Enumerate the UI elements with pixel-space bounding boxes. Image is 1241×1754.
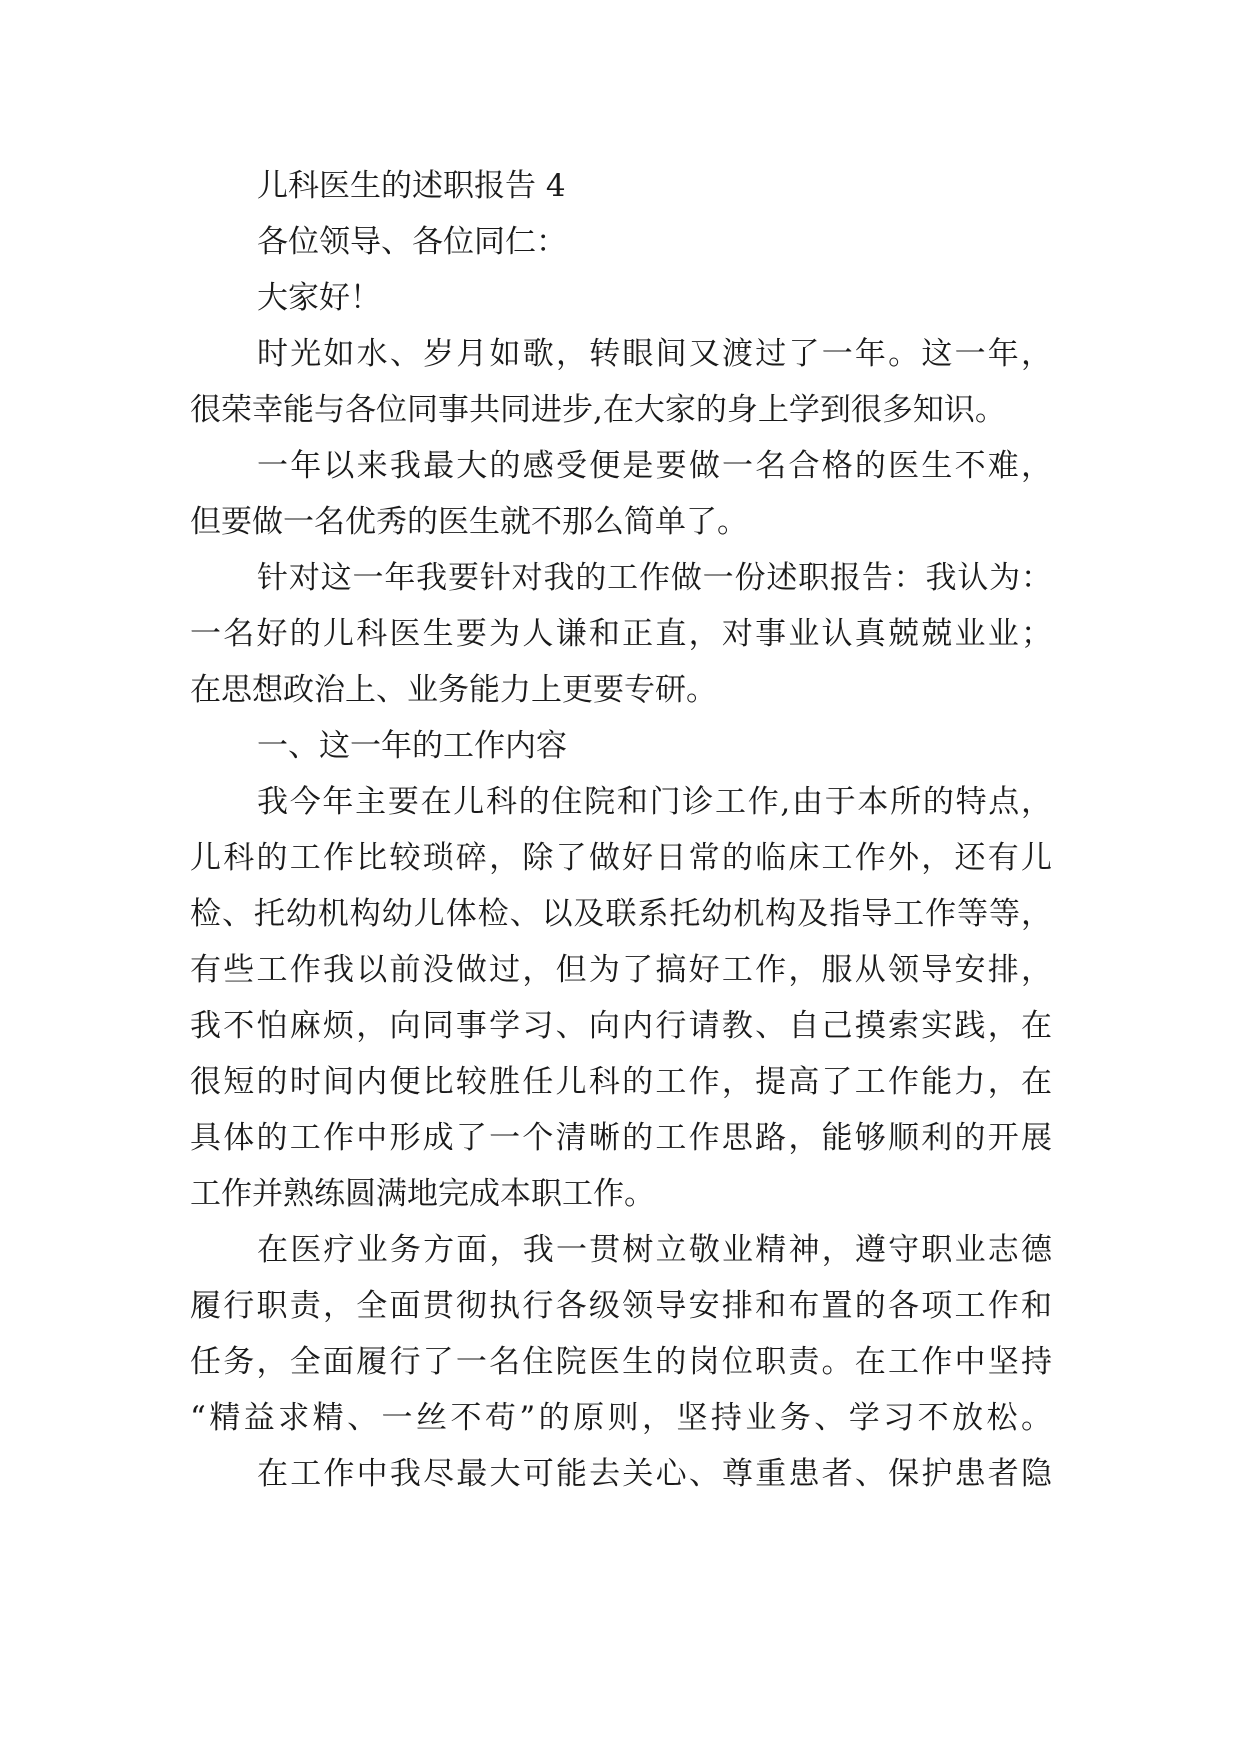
salutation: 各位领导、各位同仁： [257, 224, 567, 260]
body-line: 有些工作我以前没做过，但为了搞好工作，服从领导安排， [190, 952, 1052, 988]
body-line: 工作并熟练圆满地完成本职工作。 [190, 1176, 655, 1212]
section-heading: 一、这一年的工作内容 [257, 728, 567, 764]
body-line: 我不怕麻烦，向同事学习、向内行请教、自己摸索实践，在 [190, 1008, 1052, 1044]
body-line: 我今年主要在儿科的住院和门诊工作,由于本所的特点， [257, 784, 1052, 820]
body-line: 一年以来我最大的感受便是要做一名合格的医生不难， [257, 448, 1052, 484]
body-line: 履行职责，全面贯彻执行各级领导安排和布置的各项工作和 [190, 1288, 1052, 1324]
body-line: 儿科的工作比较琐碎，除了做好日常的临床工作外，还有儿 [190, 840, 1052, 876]
greeting: 大家好！ [257, 280, 381, 316]
body-line: 很短的时间内便比较胜任儿科的工作，提高了工作能力，在 [190, 1064, 1052, 1100]
body-line: 时光如水、岁月如歌，转眼间又渡过了一年。这一年， [257, 336, 1052, 372]
body-line: 一名好的儿科医生要为人谦和正直，对事业认真兢兢业业； [190, 616, 1052, 652]
body-line: 任务，全面履行了一名住院医生的岗位职责。在工作中坚持 [190, 1344, 1052, 1380]
body-line: 在医疗业务方面，我一贯树立敬业精神，遵守职业志德 [257, 1232, 1052, 1268]
body-line: 但要做一名优秀的医生就不那么简单了。 [190, 504, 748, 540]
body-line: 具体的工作中形成了一个清晰的工作思路，能够顺利的开展 [190, 1120, 1052, 1156]
body-line: 在工作中我尽最大可能去关心、尊重患者、保护患者隐 [257, 1456, 1052, 1492]
body-line: 针对这一年我要针对我的工作做一份述职报告：我认为： [257, 560, 1052, 596]
body-line: “精益求精、一丝不苟”的原则，坚持业务、学习不放松。 [190, 1400, 1052, 1436]
document-title: 儿科医生的述职报告 4 [257, 168, 566, 204]
body-line: 检、托幼机构幼儿体检、以及联系托幼机构及指导工作等等， [190, 896, 1052, 932]
body-line: 在思想政治上、业务能力上更要专研。 [190, 672, 717, 708]
body-line: 很荣幸能与各位同事共同进步,在大家的身上学到很多知识。 [190, 392, 1006, 428]
